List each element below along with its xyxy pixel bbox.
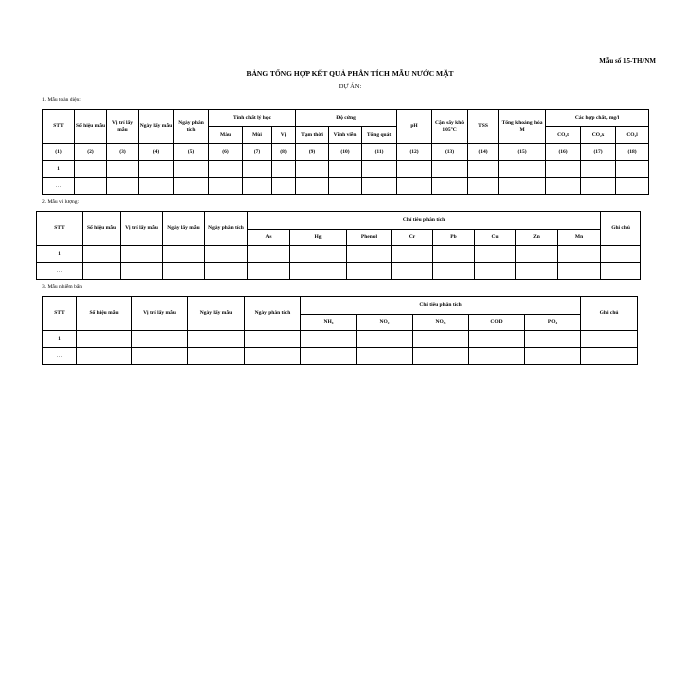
header-sample-no: Số hiệu mẫu	[83, 212, 121, 246]
project-label: DỰ ÁN:	[338, 83, 362, 90]
header-location: Vị trí lấy mẫu	[107, 110, 139, 144]
header-taste: Vị	[272, 127, 296, 144]
indicator-cr: Cr	[392, 230, 433, 246]
header-total-hardness: Tổng quát	[362, 127, 397, 144]
indicator-no3: NO₃	[413, 315, 469, 331]
indicator-cod: COD	[469, 315, 525, 331]
trace-sample-table	[36, 211, 641, 280]
row-index: …	[37, 263, 83, 280]
header-color: Màu	[209, 127, 243, 144]
header-analysis-date: Ngày phân tích	[245, 297, 301, 331]
header-physical-properties: Tính chất lý học	[209, 110, 296, 127]
col-number: (7)	[243, 144, 272, 161]
col-number: (17)	[581, 144, 616, 161]
indicator-cu: Cu	[475, 230, 516, 246]
header-location: Vị trí lấy mẫu	[132, 297, 188, 331]
row-index: …	[43, 348, 77, 365]
col-number: (4)	[139, 144, 174, 161]
col-number: (12)	[397, 144, 432, 161]
col-number: (10)	[329, 144, 362, 161]
section2-title: 2. Mẫu vi lượng:	[42, 199, 80, 205]
header-co2-bound: CO₂l	[616, 127, 649, 144]
row-index: …	[43, 178, 75, 195]
col-number: (14)	[468, 144, 499, 161]
indicator-mn: Mn	[558, 230, 601, 246]
col-number: (9)	[296, 144, 329, 161]
header-stt: STT	[43, 110, 75, 144]
header-note: Ghi chú	[601, 212, 641, 246]
header-temporary-hardness: Tạm thời	[296, 127, 329, 144]
header-indicators: Chỉ tiêu phân tích	[248, 212, 601, 230]
col-number: (11)	[362, 144, 397, 161]
col-number: (6)	[209, 144, 243, 161]
header-co2-aggressive: CO₂x	[581, 127, 616, 144]
header-hardness: Độ cứng	[296, 110, 397, 127]
row-index: 1	[37, 246, 83, 263]
col-number: (5)	[174, 144, 209, 161]
header-analysis-date: Ngày phân tích	[174, 110, 209, 144]
col-number: (2)	[75, 144, 107, 161]
indicator-no2: NO₂	[357, 315, 413, 331]
header-location: Vị trí lấy mẫu	[121, 212, 163, 246]
indicator-as: As	[248, 230, 290, 246]
col-number: (13)	[432, 144, 468, 161]
indicator-nh4: NH₄	[301, 315, 357, 331]
header-sample-no: Số hiệu mẫu	[77, 297, 132, 331]
document-title: BẢNG TỔNG HỢP KẾT QUẢ PHÂN TÍCH MẪU NƯỚC MẶT	[246, 69, 454, 78]
indicator-zn: Zn	[516, 230, 558, 246]
header-stt: STT	[43, 297, 77, 331]
col-number: (18)	[616, 144, 649, 161]
table-row	[43, 178, 649, 195]
table-row	[43, 161, 649, 178]
col-number: (15)	[499, 144, 546, 161]
header-analysis-date: Ngày phân tích	[205, 212, 248, 246]
section3-title: 3. Mẫu nhiễm bẩn	[42, 284, 83, 290]
header-stt: STT	[37, 212, 83, 246]
header-tss: TSS	[468, 110, 499, 144]
form-code: Mẫu số 15-TH/NM	[599, 57, 656, 65]
header-odor: Mùi	[243, 127, 272, 144]
header-indicators: Chỉ tiêu phân tích	[301, 297, 581, 315]
header-sampling-date: Ngày lấy mẫu	[163, 212, 205, 246]
indicator-pb: Pb	[433, 230, 475, 246]
header-ph: pH	[397, 110, 432, 144]
indicator-po4: PO₄	[525, 315, 581, 331]
col-number: (16)	[546, 144, 581, 161]
header-note: Ghi chú	[581, 297, 638, 331]
header-mineralization: Tổng khoáng hóa M	[499, 110, 546, 144]
col-number: (3)	[107, 144, 139, 161]
header-permanent-hardness: Vĩnh viễn	[329, 127, 362, 144]
header-sample-no: Số hiệu mẫu	[75, 110, 107, 144]
header-co2-free: CO₂t	[546, 127, 581, 144]
section1-title: 1. Mẫu toàn diện:	[42, 97, 81, 103]
row-index: 1	[43, 331, 77, 348]
col-number: (8)	[272, 144, 296, 161]
header-compounds: Các hợp chất, mg/l	[546, 110, 649, 127]
table-row	[43, 331, 638, 348]
comprehensive-sample-table	[42, 109, 649, 195]
indicator-hg: Hg	[290, 230, 347, 246]
table-row	[37, 263, 641, 280]
contamination-sample-table	[42, 296, 638, 365]
header-dry-residue: Cặn sấy khô 105°C	[432, 110, 468, 144]
col-number: (1)	[43, 144, 75, 161]
table-row	[37, 246, 641, 263]
table-row	[43, 348, 638, 365]
header-sampling-date: Ngày lấy mẫu	[188, 297, 245, 331]
header-sampling-date: Ngày lấy mẫu	[139, 110, 174, 144]
indicator-phenol: Phenol	[347, 230, 392, 246]
row-index: 1	[43, 161, 75, 178]
